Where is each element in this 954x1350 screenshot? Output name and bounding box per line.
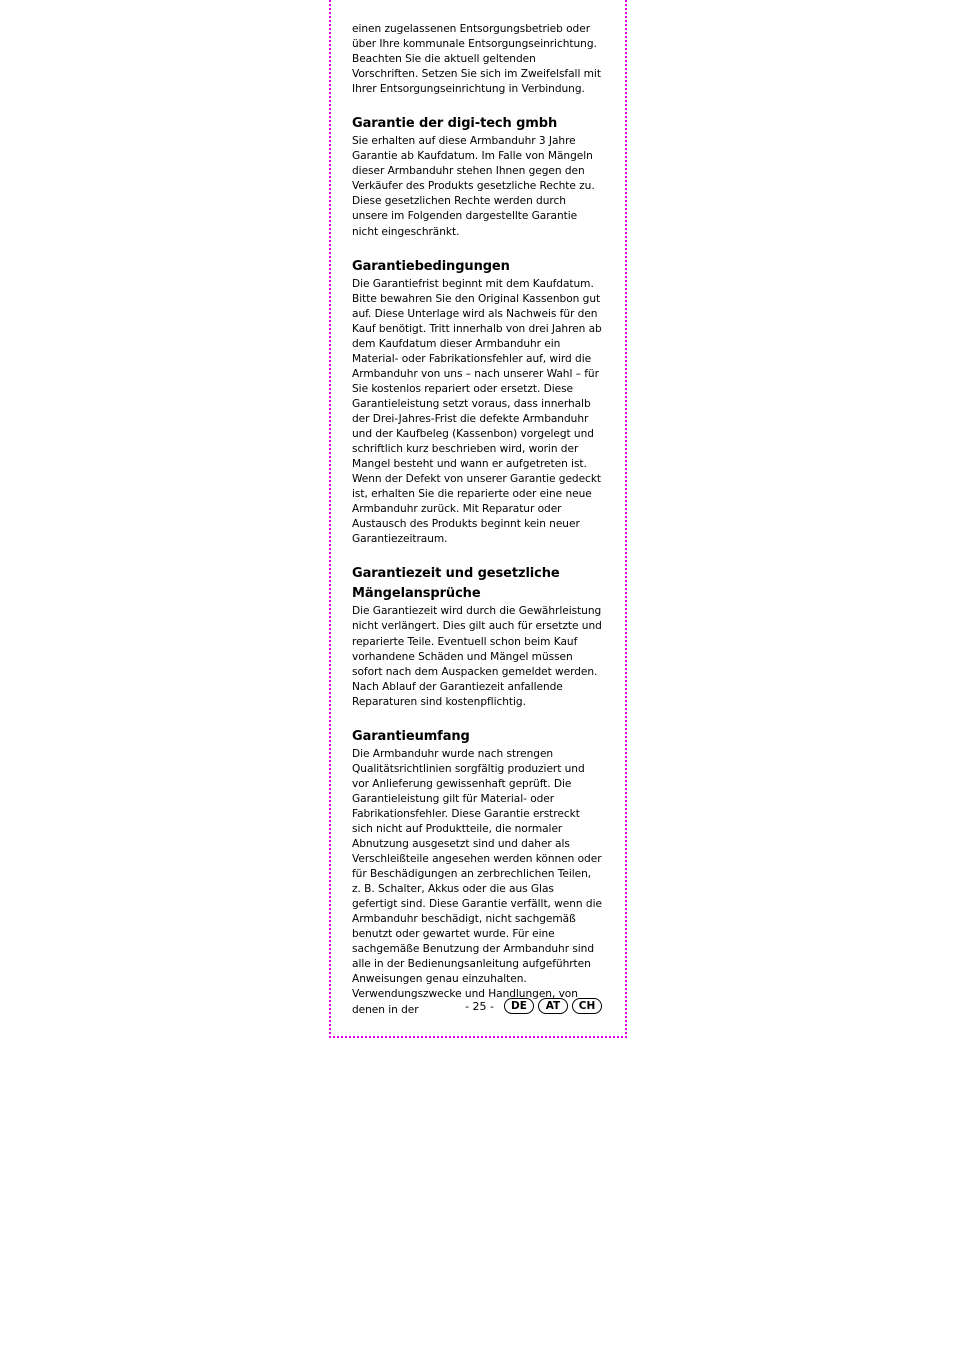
country-badge-ch: CH: [572, 998, 602, 1014]
country-badge-de: DE: [504, 998, 534, 1014]
section-body-garantie: Sie erhalten auf diese Armbanduhr 3 Jahre Garantie ab Kaufdatum. Im Falle von Mängeln dieser Armbanduhr stehen Ihnen gegen den Verkäufer des Produkts gesetzliche Rechte zu. Diese gesetzlichen Rechte werden durch unsere im Folgenden dargestellte Garantie nicht eingeschränkt.: [352, 135, 595, 238]
country-badge-at: AT: [538, 998, 568, 1014]
section-heading-garantie: Garantie der digi-tech gmbh: [352, 116, 558, 132]
section-body-garantiebedingungen: Die Garantiefrist beginnt mit dem Kaufdatum. Bitte bewahren Sie den Original Kassenbon gut auf. Diese Unterlage wird als Nachweis für den Kauf benötigt. Tritt innerhalb von drei Jahren ab dem Kaufdatum dieser Armbanduhr ein Material- oder Fabrikationsfehler auf, wird die Armbanduhr von uns – nach unserer Wahl – für Sie kostenlos repariert oder ersetzt. Diese Garantieleistung setzt voraus, dass innerhalb der Drei-Jahres-Frist die defekte Armbanduhr und der Kaufbeleg (Kassenbon) vorgelegt und schriftlich kurz beschrieben wird, worin der Mangel besteht und wann er aufgetreten ist. Wenn der Defekt von unserer Garantie gedeckt ist, erhalten Sie die reparierte oder eine neue Armbanduhr zurück. Mit Reparatur oder Austausch des Produkts beginnt kein neuer Garantiezeitraum.: [352, 277, 602, 546]
intro-paragraph: einen zugelassenen Entsorgungsbetrieb oder über Ihre kommunale Entsorgungseinrichtung. Beachten Sie die aktuell geltenden Vorschriften. Setzen Sie sich im Zweifelsfall mit Ihrer Entsorgungseinrichtung in Verbindung.: [352, 23, 601, 96]
page-number: - 25 -: [465, 999, 494, 1013]
section-body-garantiezeit: Die Garantiezeit wird durch die Gewährleistung nicht verlängert. Dies gilt auch für ersetzte und reparierte Teile. Eventuell schon beim Kauf vorhandene Schäden und Mängel müssen sofort nach dem Auspacken gemeldet werden. Nach Ablauf der Garantiezeit anfallende Reparaturen sind kostenpflichtig.: [352, 605, 602, 708]
section-body-garantieumfang: Die Armbanduhr wurde nach strengen Qualitätsrichtlinien sorgfältig produziert und vor Anlieferung gewissenhaft geprüft. Die Garantieleistung gilt für Material- oder Fabrikationsfehler. Diese Garantie erstreckt sich nicht auf Produktteile, die normaler Abnutzung ausgesetzt sind und daher als Verschleißteile angesehen werden können oder für Beschädigungen an zerbrechlichen Teilen, z. B. Schalter, Akkus oder die aus Glas gefertigt sind. Diese Garantie verfällt, wenn die Armbanduhr beschädigt, nicht sachgemäß benutzt oder gewartet wurde. Für eine sachgemäße Benutzung der Armbanduhr sind alle in der Bedienungsanleitung aufgeführten Anweisungen genau einzuhalten. Verwendungszwecke und Handlungen, von denen in der: [352, 747, 602, 1016]
page-footer: [452, 997, 602, 1015]
text-column: [352, 22, 602, 1018]
section-heading-garantiebedingungen: Garantiebedingungen: [352, 258, 510, 274]
section-heading-garantiezeit: Garantiezeit und gesetzliche Mängelansprüche: [352, 566, 560, 602]
section-heading-garantieumfang: Garantieumfang: [352, 728, 470, 744]
